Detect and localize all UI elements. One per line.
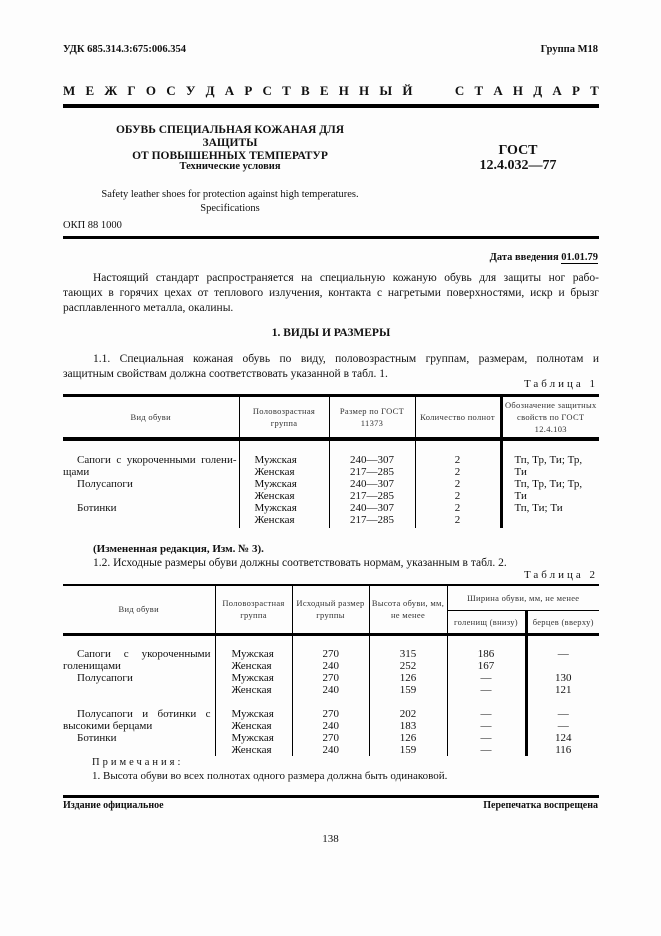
cell-line: 159: [399, 743, 417, 756]
paragraph-1-2: [63, 556, 599, 571]
cell-line: 2: [454, 489, 461, 502]
cell-line: 240: [322, 719, 339, 732]
udk-code: УДК 685.314.3:675:006.354: [63, 44, 186, 55]
table-1-caption: Таблица 1: [523, 378, 598, 390]
group-cell: [239, 439, 329, 528]
cell-line: 121: [555, 683, 572, 696]
col-header-width-group: Ширина обуви, мм, не менее: [447, 585, 599, 610]
banner-letter: Р: [572, 83, 580, 98]
banner-letter: А: [224, 83, 235, 98]
cell-line: Сапоги с укороченными голени-: [77, 453, 237, 466]
interstate-standard-banner: [63, 83, 599, 99]
cell-line: [528, 696, 600, 708]
cell-line: Ботинки: [77, 731, 117, 744]
paragraph-line: 1.2. Исходные размеры обуви должны соответствовать нормам, указанным в табл. 2.: [93, 557, 507, 569]
cell-line: [323, 696, 369, 708]
col-header-width-top: берцев (вверху): [526, 610, 599, 634]
cell-line: 2: [454, 465, 461, 478]
cell-line: 167: [477, 659, 495, 672]
cell-line: 217—285: [350, 513, 394, 526]
banner-letter: О: [145, 83, 157, 98]
cell-line: 240: [322, 743, 339, 756]
document-subtitle: Технические условия: [179, 161, 281, 172]
cell-line: высокими берцами: [63, 719, 153, 732]
cell-line: Женская: [254, 465, 295, 478]
col-header-height: Высота обуви, мм, не менее: [369, 585, 447, 634]
cell-line: —: [557, 647, 569, 660]
cell-line: —: [557, 719, 569, 732]
col-header-group: Половозрастная группа: [239, 396, 329, 439]
col-header-type: Вид обуви: [118, 604, 159, 615]
col-header-base-size: Исходный размер группы: [292, 585, 369, 634]
cell-line: Тп, Тр, Ти; Тр,: [514, 477, 583, 490]
banner-letter: Ж: [104, 83, 118, 98]
cell-line: 217—285: [350, 489, 394, 502]
effective-date: [490, 252, 598, 263]
banner-letter: Д: [205, 83, 215, 98]
notes-label: [92, 757, 183, 768]
widths-cell: [415, 439, 501, 528]
footer-rule: [63, 795, 599, 798]
protection-cell: [501, 439, 599, 528]
banner-letter: Н: [512, 83, 524, 98]
banner-letter: Е: [319, 83, 329, 98]
notes-label-text: Примечания:: [92, 757, 184, 768]
title-line-2: ОТ ПОВЫШЕННЫХ ТЕМПЕРАТУР: [132, 150, 328, 162]
group-cell: [215, 634, 292, 756]
cell-line: Мужская: [231, 647, 274, 660]
cell-line: 202: [399, 707, 417, 720]
page-number: 138: [322, 833, 339, 845]
banner-letter: А: [493, 83, 503, 98]
cell-line: Женская: [231, 719, 272, 732]
banner-gap: [423, 83, 445, 99]
banner-letter: Е: [85, 83, 95, 98]
banner-letter: Т: [474, 83, 484, 98]
width-shin-cell: [447, 634, 526, 756]
cell-line: Мужская: [231, 707, 274, 720]
cell-line: —: [480, 731, 492, 744]
base-size-cell: [292, 634, 369, 756]
section-heading: 1. ВИДЫ И РАЗМЕРЫ: [271, 327, 391, 339]
cell-line: [370, 696, 447, 708]
note-item-1: 1. Высота обуви во всех полнотах одного размера должна быть одинаковой.: [92, 770, 448, 782]
cell-line: Тп, Тр, Ти; Тр,: [514, 453, 583, 466]
cell-line: Мужская: [231, 731, 274, 744]
banner-letter: М: [63, 83, 76, 98]
banner-letter: С: [262, 83, 272, 98]
english-title: [90, 188, 370, 216]
col-header-width-shin: голенищ (внизу): [447, 610, 526, 634]
banner-letter: Т: [282, 83, 291, 98]
cell-line: 183: [399, 719, 417, 732]
cell-line: Ти: [514, 465, 527, 478]
paragraph-1-1: [63, 352, 599, 382]
table-2: [63, 584, 599, 756]
cell-line: Женская: [254, 513, 295, 526]
paragraph-line: 1.1. Специальная кожаная обувь по виду, половозрастным группам, размерам, полнотам и: [93, 353, 599, 365]
cell-line: 130: [555, 671, 572, 684]
cell-line: [63, 490, 239, 502]
document-title: [90, 124, 370, 163]
cell-line: 2: [454, 477, 461, 490]
cell-line: 270: [322, 707, 339, 720]
height-cell: [369, 634, 447, 756]
cell-line: Женская: [231, 683, 272, 696]
cell-line: Мужская: [254, 453, 297, 466]
banner-letter: Ы: [379, 83, 393, 98]
cell-line: 2: [454, 513, 461, 526]
cell-line: голенищами: [63, 659, 121, 672]
reprint-prohibited-label: Перепечатка воспрещена: [483, 800, 598, 811]
amendment-note: [63, 542, 599, 557]
amendment-text: (Измененная редакция, Изм. № 3).: [93, 543, 264, 555]
cell-line: 240: [322, 683, 339, 696]
type-cell: [63, 439, 239, 528]
title-line-1: ОБУВЬ СПЕЦИАЛЬНАЯ КОЖАНАЯ ДЛЯ ЗАЩИТЫ: [115, 124, 345, 149]
banner-letter: С: [166, 83, 176, 98]
cell-line: Ти: [514, 489, 527, 502]
cell-line: Ботинки: [77, 501, 117, 514]
cell-line: Сапоги с укороченными: [77, 647, 211, 660]
col-header-size: Размер по ГОСТ 11373: [329, 396, 415, 439]
col-header-group: Половозрастная группа: [215, 585, 292, 634]
cell-line: 270: [322, 671, 339, 684]
cell-line: щами: [63, 465, 90, 478]
banner-letter: Г: [127, 83, 136, 98]
cell-line: —: [480, 671, 492, 684]
banner-letter: У: [185, 83, 196, 98]
banner-letter: Н: [338, 83, 349, 98]
cell-line: Полусапоги: [77, 477, 133, 490]
intro-line: Настоящий стандарт распространяется на специальную кожаную обувь для защиты ног рабо-: [93, 272, 599, 284]
cell-line: Полусапоги: [77, 671, 133, 684]
banner-letter: Й: [402, 83, 413, 98]
cell-line: 217—285: [350, 465, 394, 478]
banner-letter: Н: [359, 83, 370, 98]
size-cell: [329, 439, 415, 528]
banner-letter: В: [300, 83, 310, 98]
cell-line: 186: [477, 647, 495, 660]
banner-letter: Т: [590, 83, 599, 98]
cell-line: Полусапоги и ботинки с: [77, 707, 211, 720]
cell-line: —: [480, 707, 492, 720]
intro-paragraph: [63, 271, 599, 316]
date-value: 01.01.79: [561, 252, 598, 263]
cell-line: Тп, Ти; Ти: [514, 501, 563, 514]
cell-line: [448, 696, 525, 708]
cell-line: 124: [555, 731, 572, 744]
cell-line: Женская: [231, 743, 272, 756]
cell-line: [232, 696, 292, 708]
cell-line: 116: [555, 743, 572, 756]
intro-line: расплавленного металла, окалины.: [63, 302, 234, 314]
cell-line: —: [480, 719, 492, 732]
cell-line: [63, 744, 213, 756]
date-label: Дата введения: [489, 252, 559, 263]
table-1: [63, 394, 599, 528]
intro-line: тающих в горячих цехах от теплового излучения, контакта с нагретыми поверхностями, искр и брызг: [63, 287, 599, 299]
cell-line: —: [480, 683, 492, 696]
type-cell: [63, 634, 215, 756]
cell-line: [63, 696, 213, 708]
banner-letter: С: [454, 83, 465, 98]
cell-line: 126: [399, 731, 417, 744]
cell-line: 315: [399, 647, 417, 660]
cell-line: 240—307: [350, 501, 394, 514]
cell-line: 240—307: [350, 477, 394, 490]
cell-line: 240—307: [350, 453, 394, 466]
cell-line: [63, 514, 239, 526]
title-rule: [63, 236, 599, 239]
okp-code: ОКП 88 1000: [63, 220, 122, 231]
cell-line: Женская: [231, 659, 272, 672]
col-header-protection: Обозначение защитных свойств по ГОСТ 12.4.103: [501, 396, 599, 439]
table-2-caption: Таблица 2: [523, 569, 598, 581]
cell-line: —: [480, 743, 492, 756]
cell-line: [63, 684, 213, 696]
banner-rule: [63, 104, 599, 108]
cell-line: —: [557, 707, 569, 720]
paragraph-line: защитным свойствам должна соответствовать указанной в табл. 1.: [63, 368, 388, 380]
width-top-cell: [526, 634, 599, 756]
banner-letter: Р: [244, 83, 253, 98]
cell-line: Мужская: [231, 671, 274, 684]
cell-line: Женская: [254, 489, 295, 502]
gost-label: ГОСТ: [498, 143, 538, 158]
cell-line: 270: [322, 647, 339, 660]
col-header-widths: Количество полнот: [415, 396, 501, 439]
cell-line: Мужская: [254, 501, 297, 514]
cell-line: [515, 514, 600, 526]
cell-line: 270: [322, 731, 339, 744]
cell-line: 126: [399, 671, 417, 684]
cell-line: 240: [322, 659, 339, 672]
banner-letter: А: [552, 83, 562, 98]
col-header-type: Вид обуви: [130, 411, 171, 422]
cell-line: Мужская: [254, 477, 297, 490]
cell-line: 2: [454, 453, 461, 466]
cell-line: 159: [399, 683, 417, 696]
cell-line: 252: [399, 659, 417, 672]
gost-number: 12.4.032—77: [479, 158, 557, 173]
cell-line: 2: [454, 501, 461, 514]
official-edition-label: Издание официальное: [63, 800, 164, 811]
english-title-line-2: Specifications: [200, 203, 260, 214]
group-code: Группа М18: [540, 44, 598, 55]
cell-line: [528, 660, 600, 672]
gost-designation: [468, 143, 568, 173]
banner-letter: Д: [533, 83, 543, 98]
english-title-line-1: Safety leather shoes for protection against high temperatures.: [101, 189, 359, 200]
